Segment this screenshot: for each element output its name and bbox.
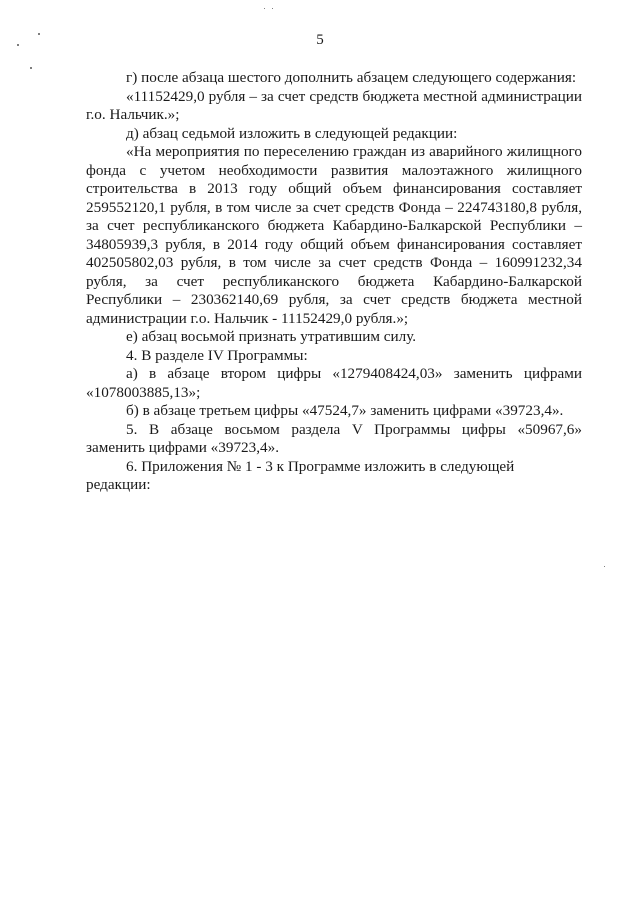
paragraph-g: г) после абзаца шестого дополнить абзацем следующего содержания: (126, 69, 577, 86)
paragraph-item-4b: б) в абзаце третьем цифры «47524,7» заменить цифрами «39723,4». (126, 402, 564, 419)
paragraph-item-4a: а) в абзаце втором цифры «1279408424,03» заменить цифрами «1078003885,13»; (86, 365, 582, 401)
scan-speck (272, 8, 273, 9)
document-body (86, 69, 582, 495)
paragraph-item-4: 4. В разделе IV Программы: (126, 346, 308, 364)
paragraph-g-quote: «11152429,0 рубля – за счет средств бюджета местной администрации г.о. Нальчик.»; (86, 87, 582, 123)
paragraph-item-5: 5. В абзаце восьмом раздела V Программы цифры «50967,6» заменить цифрами «39723,4». (86, 420, 582, 456)
paragraph-e: е) абзац восьмой признать утратившим силу. (126, 328, 417, 345)
scan-speck (30, 67, 32, 69)
scan-speck (264, 8, 265, 9)
page-number: 5 (316, 32, 324, 48)
scan-speck (604, 566, 605, 567)
paragraph-d-quote: «На мероприятия по переселению граждан из аварийного жилищного фонда с учетом необходимости развития малоэтажного жилищного строительства в 2013 году общий объем финансирования составляет 259552120,1 рубля, в том числе за счет средств Фонда – 224743180,8 рубля, за счет республиканского бюджета Кабардино-Балкарской Республики – 34805939,3 рубля, в 2014 году общий объем финансирования составляет 402505802,03 рубля, в том числе за счет средств Фонда – 160991232,34 рубля, за счет республиканского бюджета Кабардино-Балкарской Республики – 230362140,69 рубля, за счет средств бюджета местной администрации г.о. Нальчик - 11152429,0 рубля.»; (86, 143, 582, 327)
paragraph-item-6: 6. Приложения № 1 - 3 к Программе изложить в следующей редакции: (86, 457, 515, 493)
paragraph-d: д) абзац седьмой изложить в следующей редакции: (126, 124, 458, 142)
